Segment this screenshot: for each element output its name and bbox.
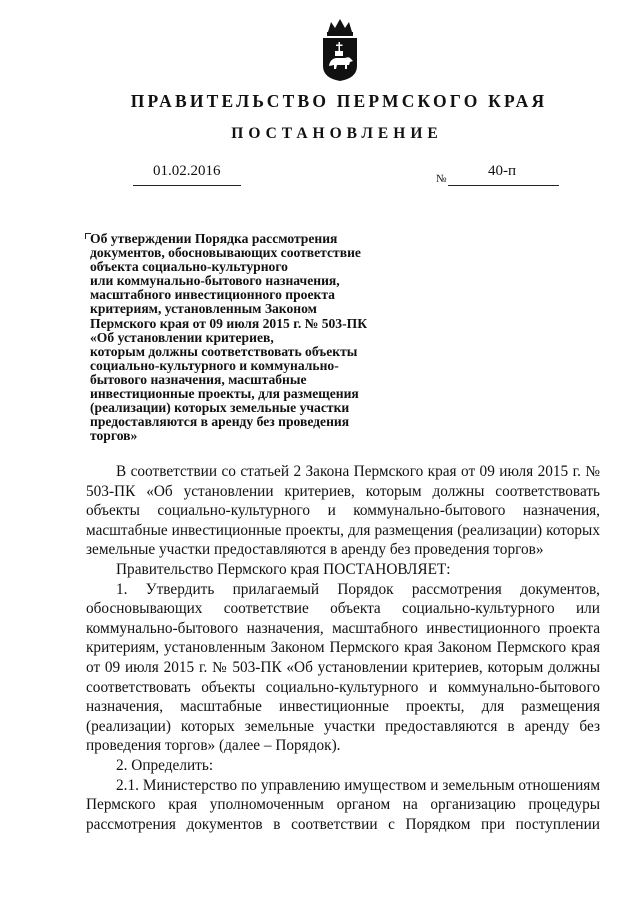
- coat-of-arms-icon: [319, 18, 361, 82]
- organization-title: ПРАВИТЕЛЬСТВО ПЕРМСКОГО КРАЯ: [130, 91, 548, 111]
- number-sign: №: [436, 173, 447, 185]
- body-paragraph-5: 2.1. Министерство по управлению имуществом и земельным отношениям Пермского края уполномоченным органом на организацию процедуры рассмотрения документов в соответствии с Порядком при поступлении: [86, 776, 600, 833]
- document-type: ПОСТАНОВЛЕНИЕ: [231, 125, 443, 142]
- body-paragraph-4: 2. Определить:: [116, 756, 214, 774]
- number-underline: [448, 185, 559, 186]
- body-paragraph-3: 1. Утвердить прилагаемый Порядок рассмотрения документов, обосновывающих соответствие объекта социально-культурного или коммунально-бытового назначения, масштабного инвестиционного проекта критериям, установленным Законом Пермского края Законом Пермского края от 09 июля 2015 г. № 503-ПК «Об установлении критериев, которым должны соответствовать объекты социально-культурного и коммунально-бытового назначения, масштабные инвестиционные проекты, для размещения (реализации) которых земельные участки предоставляются в аренду без проведения торгов» (далее – Порядок).: [86, 580, 600, 755]
- document-number: 40-п: [488, 163, 517, 179]
- date-underline: [133, 185, 241, 186]
- body-paragraph-1: В соответствии со статьей 2 Закона Пермского края от 09 июля 2015 г. № 503-ПК «Об установлении критериев, которым должны соответствовать объекты социально-культурного и коммунально-бытового назначения, масштабные инвестиционные проекты, для размещения (реализации) которых земельные участки предоставляются в аренду без проведения торгов»: [86, 463, 600, 559]
- document-date: 01.02.2016: [153, 163, 221, 179]
- document-body: [86, 462, 600, 834]
- body-paragraph-2: Правительство Пермского края ПОСТАНОВЛЯЕТ:: [116, 560, 451, 578]
- document-subject: Об утверждении Порядка рассмотрения документов, обосновывающих соответствие объекта социально-культурного или коммунально-бытового назначения, масштабного инвестиционного проекта критериям, установленным Законом Пермского края от 09 июля 2015 г. № 503-ПК «Об установлении критериев, которым должны соответствовать объекты социально-культурного и коммунально- бытового назначения, масштабные инвестиционные проекты, для размещения (реализации) которых земельные участки предоставляются в аренду без проведения торгов»: [90, 231, 368, 444]
